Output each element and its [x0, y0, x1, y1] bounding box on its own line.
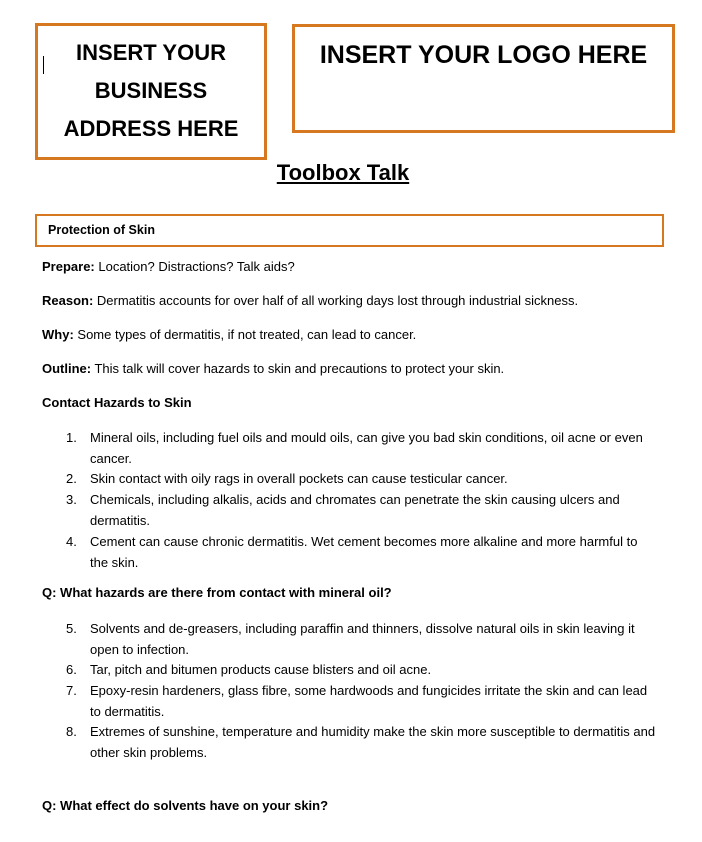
address-line: ADDRESS HERE — [63, 116, 239, 141]
list-text: Tar, pitch and bitumen products cause blisters and oil acne. — [90, 662, 432, 677]
list-text: Skin contact with oily rags in overall pockets can cause testicular cancer. — [90, 471, 508, 486]
list-number: 1. — [66, 430, 77, 445]
section-heading: Contact Hazards to Skin — [42, 395, 192, 410]
reason-text: Dermatitis accounts for over half of all working days lost through industrial sickness. — [93, 293, 579, 308]
list-text: Epoxy-resin hardeners, glass fibre, some hardwoods and fungicides irritate the skin and can lead to dermatitis. — [90, 683, 648, 719]
address-line: BUSINESS — [94, 78, 208, 103]
prepare-label: Prepare: — [42, 259, 95, 274]
outline-paragraph — [42, 359, 504, 379]
topic-title: Protection of Skin — [48, 223, 155, 237]
logo-box — [292, 24, 675, 133]
prepare-paragraph — [42, 257, 295, 277]
outline-label: Outline: — [42, 361, 92, 376]
reason-paragraph — [42, 291, 578, 311]
list-text: Mineral oils, including fuel oils and mould oils, can give you bad skin conditions, oil acne or even cancer. — [90, 430, 643, 466]
question-solvents: Q: What effect do solvents have on your skin? — [42, 798, 329, 813]
business-address-text — [38, 34, 264, 148]
list-number: 3. — [66, 492, 77, 507]
question-mineral-oil: Q: What hazards are there from contact with mineral oil? — [42, 585, 392, 600]
address-line: INSERT YOUR — [76, 40, 226, 65]
document-title: Toolbox Talk — [276, 160, 410, 185]
outline-text: This talk will cover hazards to skin and precautions to protect your skin. — [91, 361, 505, 376]
list-number: 5. — [66, 621, 77, 636]
logo-placeholder-text: INSERT YOUR LOGO HERE — [319, 41, 648, 69]
list-number: 2. — [66, 471, 77, 486]
list-text: Solvents and de-greasers, including paraffin and thinners, dissolve natural oils in skin leaving it open to infection. — [90, 621, 635, 657]
list-number: 7. — [66, 683, 77, 698]
list-text: Extremes of sunshine, temperature and humidity make the skin more susceptible to dermatitis and other skin problems. — [90, 724, 656, 760]
why-text: Some types of dermatitis, if not treated, can lead to cancer. — [73, 327, 417, 342]
list-number: 6. — [66, 662, 77, 677]
list-number: 4. — [66, 534, 77, 549]
prepare-text: Location? Distractions? Talk aids? — [94, 259, 295, 274]
list-number: 8. — [66, 724, 77, 739]
list-text: Cement can cause chronic dermatitis. Wet cement becomes more alkaline and more harmful to the skin. — [90, 534, 638, 570]
why-label: Why: — [42, 327, 74, 342]
why-paragraph — [42, 325, 416, 345]
reason-label: Reason: — [42, 293, 94, 308]
topic-box — [35, 214, 664, 247]
list-text: Chemicals, including alkalis, acids and chromates can penetrate the skin causing ulcers and dermatitis. — [90, 492, 620, 528]
business-address-box — [35, 23, 267, 160]
